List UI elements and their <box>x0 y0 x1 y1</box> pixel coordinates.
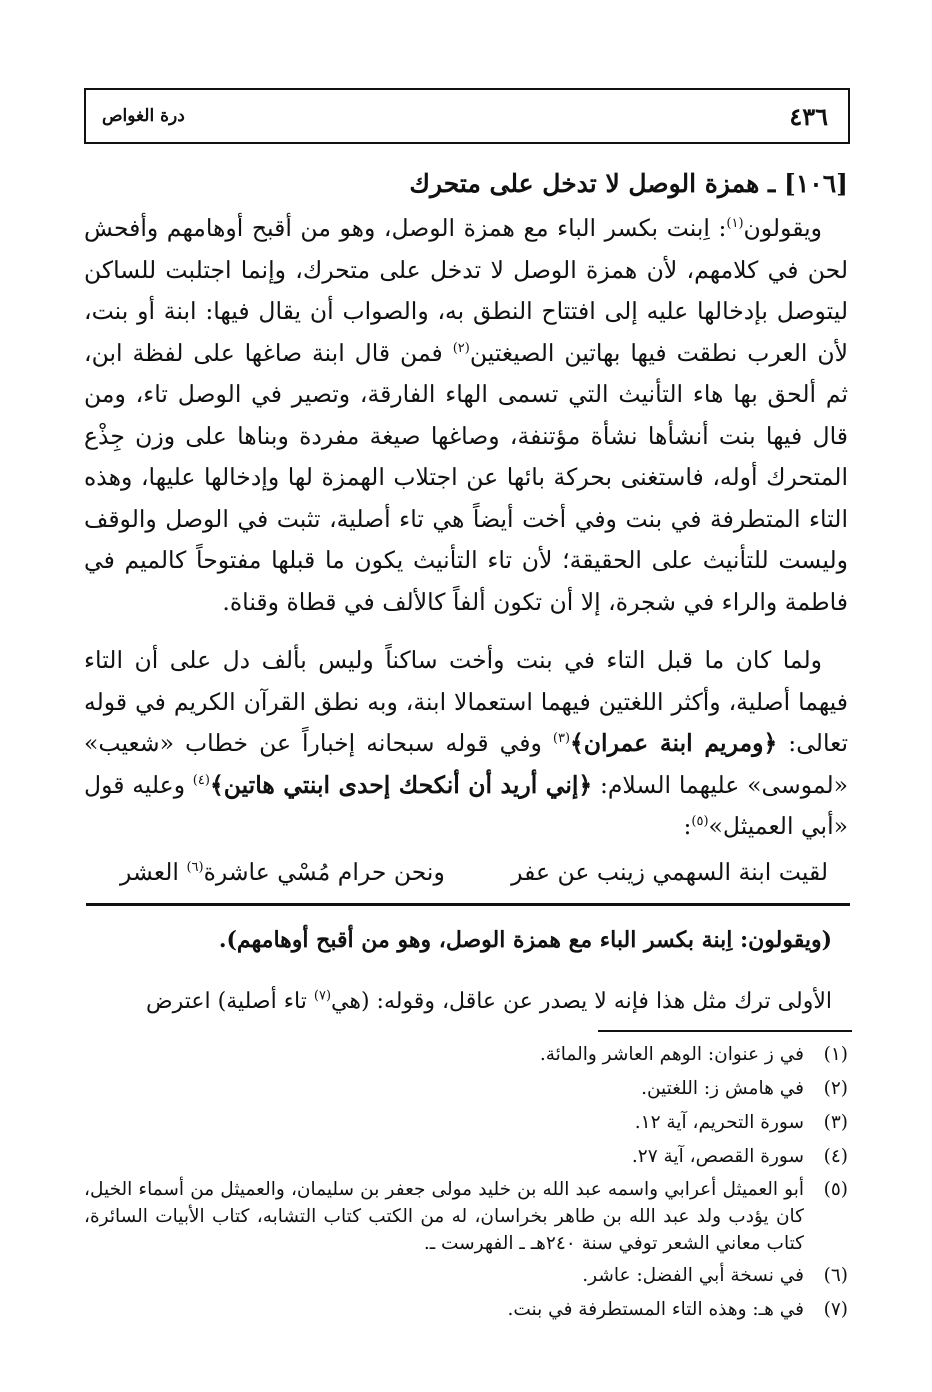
footnote-text: سورة التحريم، آية ١٢. <box>634 1112 804 1133</box>
footnote-number: (٢) <box>823 1078 848 1099</box>
commentary-text-a: الأولى ترك مثل هذا فإنه لا يصدر عن عاقل، وقوله: (هي <box>331 989 832 1014</box>
footnote-text: أبو العميثل أعرابي واسمه عبد الله بن خليد مولى جعفر بن سليمان، والعميثل من أسماء الخيل، كان يؤدب ولد عبد الله بن طاهر بخراسان، له من الكتب كتاب التشابه، كتاب الأبيات السائرة، كتاب معاني الشعر توفي سنة ٢٤٠هـ ـ الفهرست ـ. <box>84 1179 804 1254</box>
verse-second-hemistich <box>120 852 445 892</box>
footnote-divider <box>598 1030 852 1032</box>
footnote-ref-7: (٧) <box>313 988 332 1004</box>
footnote-number: (٤) <box>823 1146 848 1167</box>
verse-second-hemistich-a: ونحن حرام مُسْي عاشرة <box>203 858 445 886</box>
paragraph-2 <box>84 640 848 848</box>
commentary-heading: (ويقولون: اِبنة بكسر الباء مع همزة الوصل، وهو من أقبح أوهامهم). <box>218 927 832 953</box>
paragraph-2-b: وفي قوله سبحانه إخباراً عن خطاب «شعيب» «لموسى» عليهما السلام: <box>84 729 848 799</box>
commentary-text <box>84 982 832 1022</box>
footnote-number: (٧) <box>823 1299 848 1320</box>
footnote-text: في هامش ز: اللغتين. <box>641 1078 804 1099</box>
footnote-number: (٥) <box>823 1179 848 1200</box>
quran-quote-2: ﴿إني أريد أن أنكحك إحدى ابنتي هاتين﴾ <box>209 770 593 799</box>
section-heading: [١٠٦] ـ همزة الوصل لا تدخل على متحرك <box>409 169 848 198</box>
footnote-ref-6: (٦) <box>186 860 204 876</box>
verse-second-hemistich-b: العشر <box>120 858 187 886</box>
text-divider <box>86 903 850 906</box>
paragraph-2-c: وعليه قول «أبي العميثل» <box>84 770 848 840</box>
footnote-ref-2: (٢) <box>452 340 470 356</box>
poetry-verse <box>84 852 848 896</box>
footnote <box>84 1295 848 1325</box>
running-title: درة الغواص <box>102 106 185 126</box>
footnote-text: في هـ: وهذه التاء المستطرفة في بنت. <box>507 1299 804 1320</box>
footnote <box>84 1040 848 1070</box>
footnote-ref-4: (٤) <box>192 772 210 788</box>
quran-quote-1: ﴿ومريم ابنة عمران﴾ <box>570 729 778 757</box>
footnote-text: في نسخة أبي الفضل: عاشر. <box>582 1265 804 1286</box>
footnote-number: (٦) <box>823 1265 848 1286</box>
footnote-number: (١) <box>823 1044 848 1065</box>
page-number: ٤٣٦ <box>789 102 828 131</box>
footnote-text: سورة القصص، آية ٢٧. <box>631 1146 804 1167</box>
footnote-ref-3: (٣) <box>552 731 571 747</box>
footnote-ref-1: (١) <box>726 216 744 232</box>
footnote-text: في ز عنوان: الوهم العاشر والمائة. <box>539 1044 804 1065</box>
commentary-text-b: تاء أصلية) اعترض <box>146 989 314 1014</box>
page-header <box>84 88 850 144</box>
footnote <box>84 1261 848 1291</box>
paragraph-1-b: : اِبنت بكسر الباء مع همزة الوصل، وهو من أقبح أوهامهم وأفحش لحن في كلامهم، لأن همزة الوصل لا تدخل على متحرك، وإنما اجتلبت للساكن ليتوصل بإدخالها عليه إلى افتتاح النطق به، والصواب أن يقال فيها: ابنة أو بنت، لأن العرب نطقت فيها بهاتين الصيغتين <box>84 214 848 367</box>
paragraph-2-d: : <box>683 812 692 840</box>
paragraph-1 <box>84 208 848 623</box>
footnote-number: (٣) <box>823 1112 848 1133</box>
footnote <box>84 1074 848 1104</box>
footnote <box>84 1108 848 1138</box>
footnote <box>84 1176 848 1257</box>
footnote <box>84 1142 848 1172</box>
footnote-ref-5: (٥) <box>691 814 709 830</box>
footnotes <box>84 1040 848 1325</box>
verse-first-hemistich: لقيت ابنة السهمي زينب عن عفر <box>511 858 828 886</box>
paragraph-1-a: ويقولون <box>743 214 822 242</box>
paragraph-2-a: ولما كان ما قبل التاء في بنت وأخت ساكناً وليس بألف دل على أن التاء فيهما أصلية، وأكثر اللغتين فيهما استعمالا ابنة، وبه نطق القرآن الكريم في قوله تعالى: <box>84 646 848 757</box>
paragraph-1-c: فمن قال ابنة صاغها على لفظة ابن، ثم ألحق بها هاء التأنيث التي تسمى الهاء الفارقة، وتصير في الوصل تاء، ومن قال فيها بنت أنشأها نشأة مؤتنفة، وصاغها صيغة مفردة وبناها على وزن جِذْع المتحرك أوله، فاستغنى بحركة بائها عن اجتلاب الهمزة لها وإدخالها عليها، وهذه التاء المتطرفة في بنت وفي أخت أيضاً هي تاء أصلية، تثبت في الوصل والوقف وليست للتأنيث على الحقيقة؛ لأن تاء التأنيث يكون ما قبلها مفتوحاً كالميم في فاطمة والراء في شجرة، إلا أن تكون ألفاً كالألف في قطاة وقناة. <box>84 338 848 616</box>
